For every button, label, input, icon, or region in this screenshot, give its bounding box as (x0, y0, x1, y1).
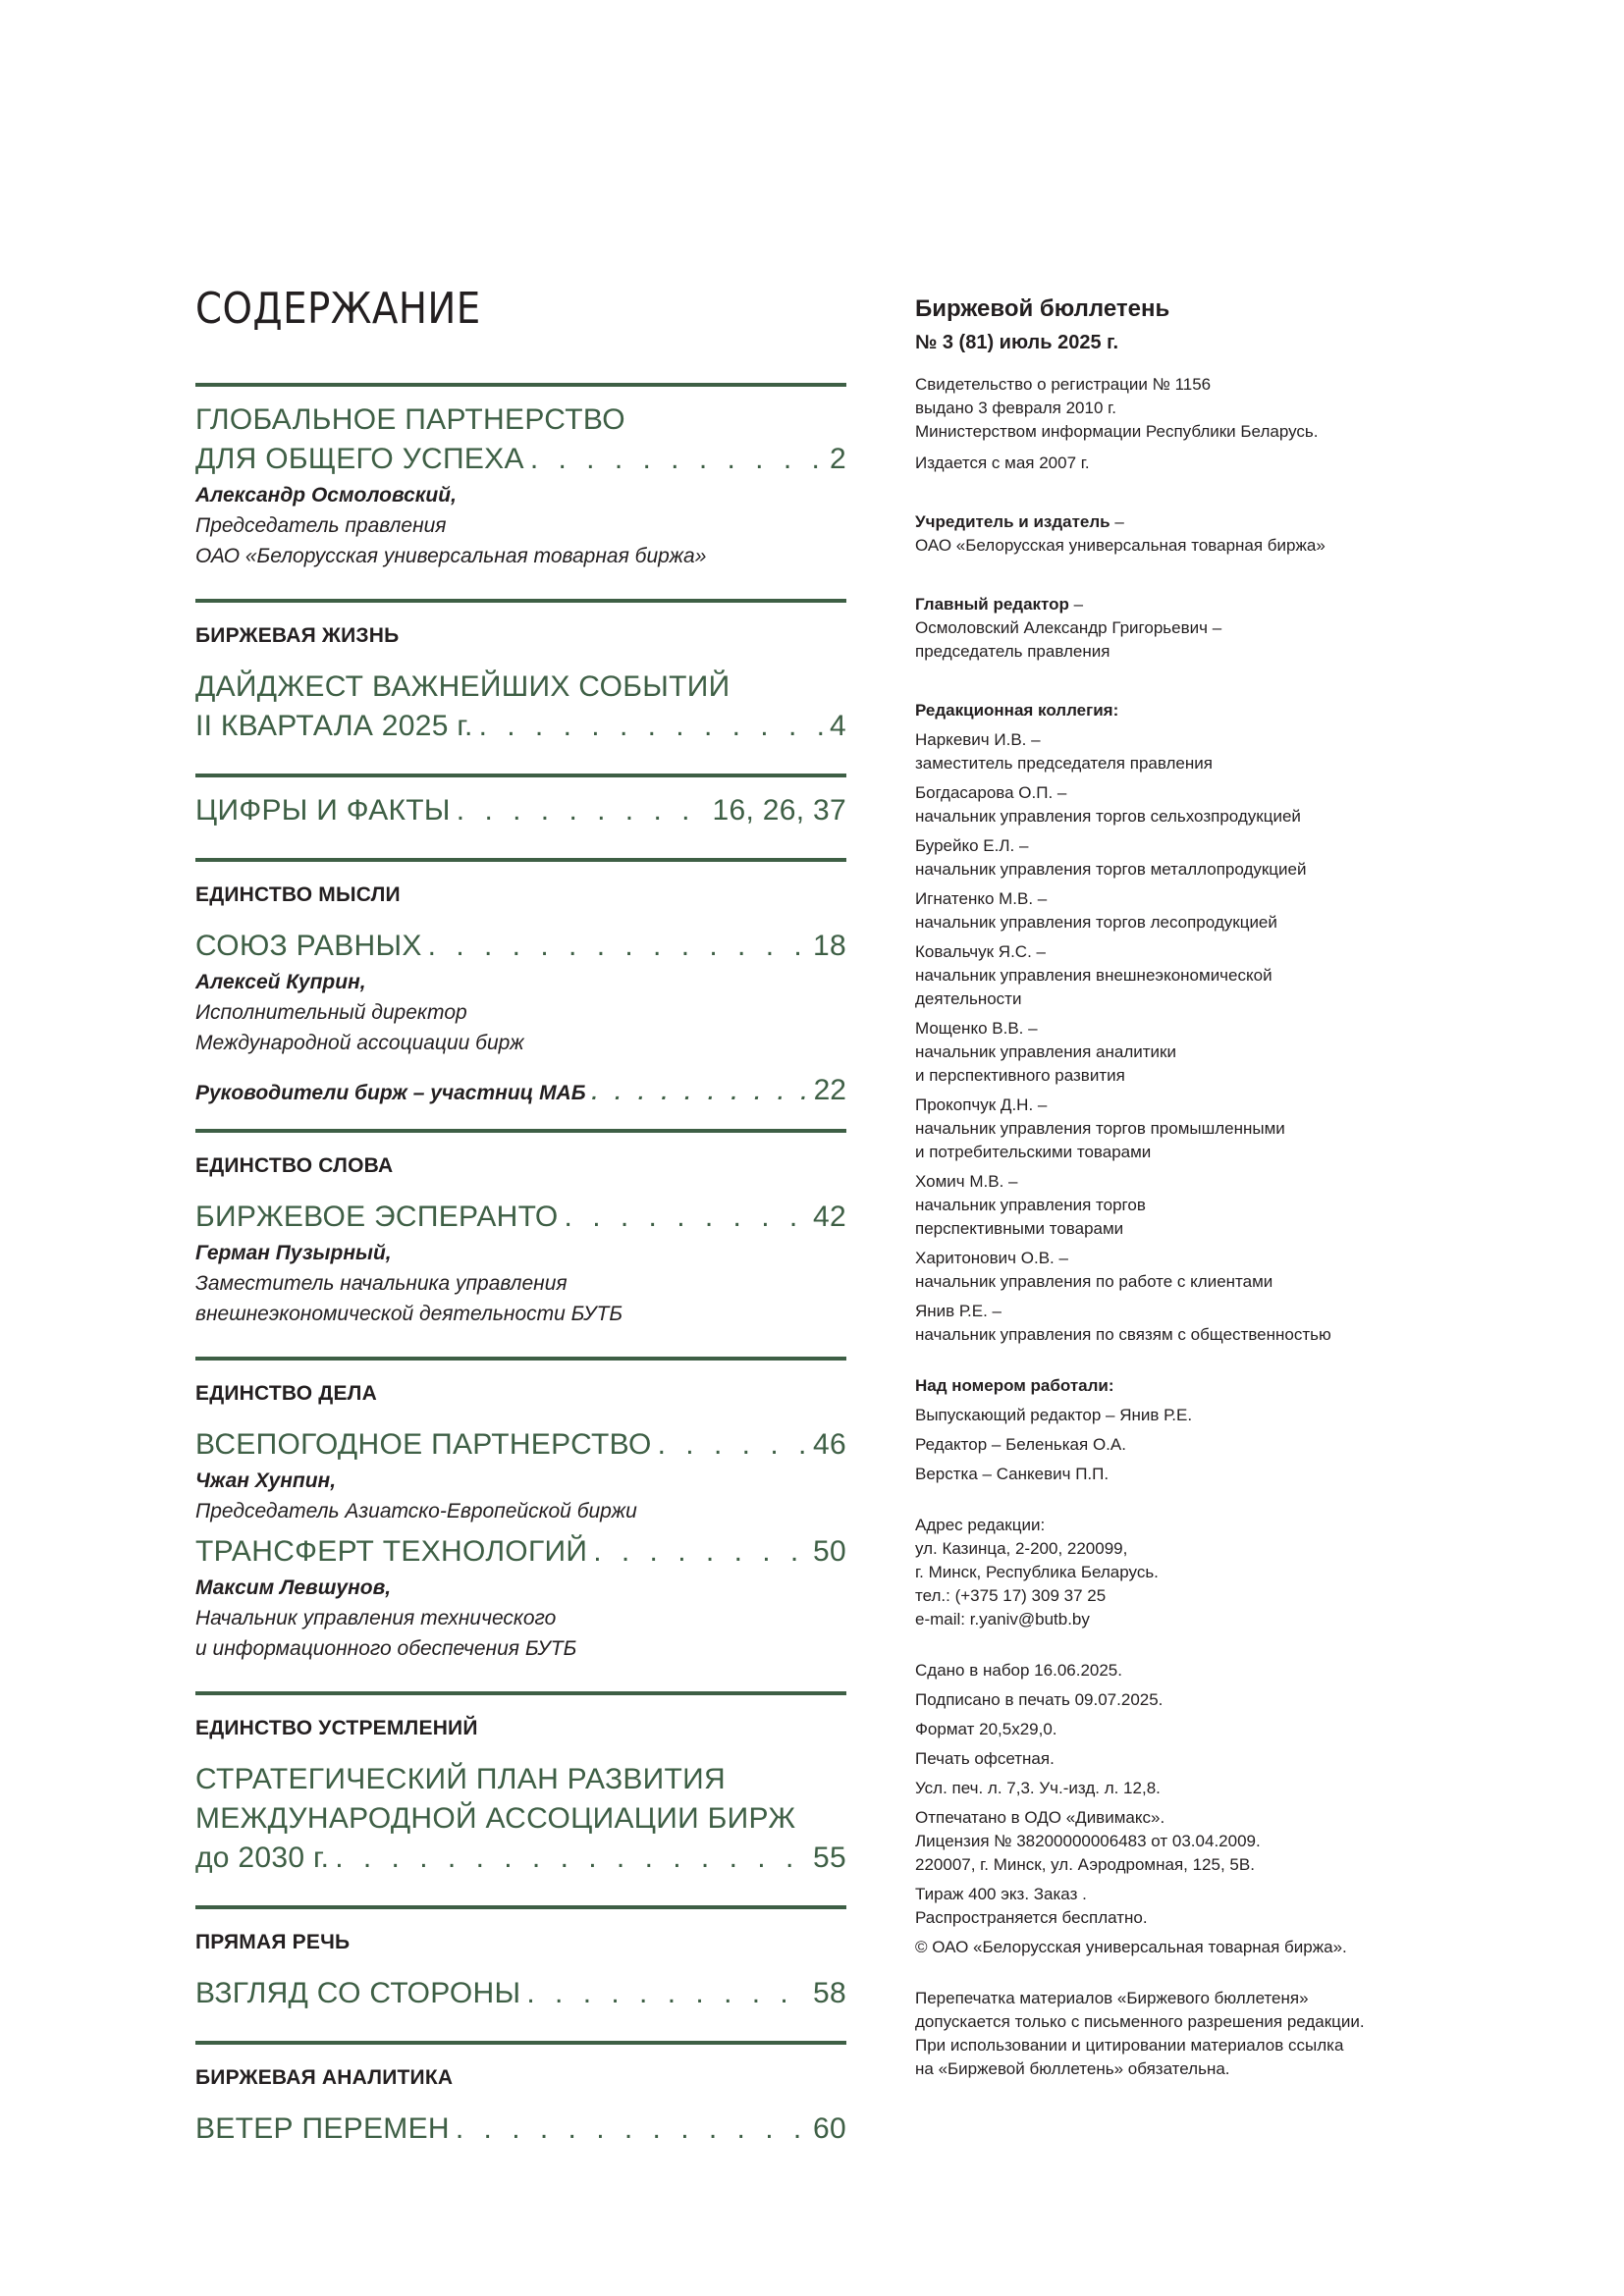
dot-leader (428, 927, 807, 966)
print-info-line: Печать офсетная. (915, 1749, 1055, 1768)
headline-line: до 2030 г. (195, 1842, 330, 1874)
toc-section (195, 603, 846, 774)
board-member-role: начальник управления аналитики (915, 1042, 1176, 1061)
author-name: Чжан Хунпин, (195, 1469, 337, 1492)
page-number[interactable]: 22 (813, 1074, 846, 1106)
author-name: Герман Пузырный, (195, 1242, 392, 1264)
author-position: Председатель правления (195, 514, 447, 537)
page-number[interactable]: 60 (813, 2112, 846, 2145)
headline-line: ВЗГЛЯД СО СТОРОНЫ (195, 1977, 521, 2009)
author-name: Александр Осмоловский, (195, 484, 457, 507)
reprint-line: на «Биржевой бюллетень» обязательна. (915, 2059, 1230, 2078)
toc-entry[interactable] (195, 1974, 846, 2013)
board-member-name: Мощенко В.В. – (915, 1019, 1038, 1038)
toc-entry[interactable] (195, 2109, 846, 2149)
toc-section (195, 387, 846, 599)
toc-section (195, 1361, 846, 1691)
page-number[interactable]: 55 (813, 1842, 846, 1874)
staff-member: Выпускающий редактор – Янив Р.Е. (915, 1406, 1193, 1424)
toc-section (195, 777, 846, 858)
board-member-role: начальник управления торгов сельхозпродукцией (915, 807, 1301, 826)
board-member-name: Янив Р.Е. – (915, 1302, 1002, 1320)
board-member-name: Хомич М.В. – (915, 1172, 1018, 1191)
headline-line: II КВАРТАЛА 2025 г. (195, 710, 473, 742)
board-member (915, 1247, 1445, 1294)
print-info-line: Формат 20,5x29,0. (915, 1720, 1057, 1738)
print-info-line: © ОАО «Белорусская универсальная товарная биржа». (915, 1938, 1347, 1956)
sub-entry-title: Руководители бирж – участниц МАБ (195, 1082, 586, 1104)
board-member-role: начальник управления по работе с клиентами (915, 1272, 1273, 1291)
dot-leader (593, 1532, 807, 1572)
chief-editor-dash: – (1068, 595, 1084, 614)
article-headline[interactable] (195, 667, 846, 746)
page-number[interactable]: 50 (813, 1535, 846, 1568)
print-info-item (915, 1659, 1445, 1682)
board-member-role: начальник управления торгов (915, 1196, 1146, 1214)
address-block (915, 1514, 1445, 1631)
page-number[interactable]: 58 (813, 1977, 846, 2009)
section-rubric: ЕДИНСТВО МЫСЛИ (195, 883, 401, 906)
board-member-role: и потребительскими товарами (915, 1143, 1152, 1161)
print-info-item (915, 1718, 1445, 1741)
print-info-line: 220007, г. Минск, ул. Аэродромная, 125, 5В. (915, 1855, 1255, 1874)
reprint-line: допускается только с письменного разрешения редакции. (915, 2012, 1365, 2031)
chief-editor-block (915, 593, 1445, 664)
board-member-name: Харитонович О.В. – (915, 1249, 1068, 1267)
issue-number: № 3 (81) июль 2025 г. (915, 332, 1119, 353)
registration-line: выдано 3 февраля 2010 г. (915, 399, 1116, 417)
reprint-line: При использовании и цитировании материалов ссылка (915, 2036, 1344, 2055)
registration-info (915, 373, 1445, 444)
dot-leader (526, 1974, 807, 2013)
board-member-name: Ковальчук Я.С. – (915, 942, 1046, 961)
print-info-item (915, 1936, 1445, 1959)
dot-leader (658, 1425, 807, 1465)
toc-entry[interactable] (195, 400, 846, 571)
section-rubric: БИРЖЕВАЯ ЖИЗНЬ (195, 624, 400, 647)
toc-section (195, 1695, 846, 1905)
toc-section (195, 1133, 846, 1357)
print-info-item (915, 1747, 1445, 1771)
article-headline[interactable] (195, 1425, 846, 1465)
author-position: и информационного обеспечения БУТБ (195, 1637, 577, 1660)
imprint (915, 294, 1445, 2081)
headline-line: ДЛЯ ОБЩЕГО УСПЕХА (195, 443, 524, 475)
author-position: Начальник управления технического (195, 1607, 557, 1629)
toc-entry[interactable] (195, 667, 846, 746)
author-position: Международной ассоциации бирж (195, 1032, 524, 1054)
toc-entry[interactable] (195, 791, 846, 830)
board-member-role: заместитель председателя правления (915, 754, 1213, 773)
toc-entry[interactable] (195, 1198, 846, 1329)
board-member (915, 940, 1445, 1011)
author-name: Алексей Куприн, (195, 971, 366, 993)
print-info-item (915, 1883, 1445, 1930)
headline-line: БИРЖЕВОЕ ЭСПЕРАНТО (195, 1201, 559, 1233)
dot-leader (530, 440, 824, 479)
board-member-name: Бурейко Е.Л. – (915, 836, 1029, 855)
published-since: Издается с мая 2007 г. (915, 454, 1090, 472)
article-headline[interactable] (195, 400, 846, 479)
section-rubric: БИРЖЕВАЯ АНАЛИТИКА (195, 2066, 454, 2089)
dot-leader (457, 791, 707, 830)
editorial-board-list (915, 728, 1445, 1347)
email-link[interactable]: e-mail: r.yaniv@butb.by (915, 1610, 1090, 1629)
article-headline[interactable] (195, 927, 846, 966)
dot-leader (479, 707, 824, 746)
staff-member: Редактор – Беленькая О.А. (915, 1435, 1126, 1454)
article-headline[interactable] (195, 1532, 846, 1572)
board-member-role: начальник управления по связям с общественностью (915, 1325, 1331, 1344)
board-member (915, 834, 1445, 881)
print-info-line: Отпечатано в ОДО «Дивимакс». (915, 1808, 1165, 1827)
author-position: Заместитель начальника управления (195, 1272, 568, 1295)
page-number[interactable]: 42 (813, 1201, 846, 1233)
section-rubric: ПРЯМАЯ РЕЧЬ (195, 1931, 351, 1953)
print-info-line: Сдано в набор 16.06.2025. (915, 1661, 1122, 1680)
print-info-line: Усл. печ. л. 7,3. Уч.-изд. л. 12,8. (915, 1779, 1161, 1797)
board-member-role: начальник управления торгов промышленными (915, 1119, 1285, 1138)
author-position: ОАО «Белорусская универсальная товарная биржа» (195, 545, 707, 567)
board-member-role: начальник управления торгов лесопродукцией (915, 913, 1277, 932)
section-rubric: ЕДИНСТВО УСТРЕМЛЕНИЙ (195, 1717, 478, 1739)
board-member-role: начальник управления торгов металлопродукцией (915, 860, 1307, 879)
chief-editor-position: председатель правления (915, 642, 1110, 661)
founder-block (915, 510, 1445, 558)
toc-sections (195, 383, 846, 2176)
founder-name: ОАО «Белорусская универсальная товарная биржа» (915, 536, 1326, 555)
headline-line: ВСЕПОГОДНОЕ ПАРТНЕРСТВО (195, 1428, 652, 1461)
headline-line: ВЕТЕР ПЕРЕМЕН (195, 2112, 450, 2145)
staff-block (915, 1374, 1445, 1486)
board-member-role: перспективными товарами (915, 1219, 1124, 1238)
author-position: внешнеэкономической деятельности БУТБ (195, 1303, 623, 1325)
toc-entry[interactable] (195, 1532, 846, 1664)
board-member-name: Наркевич И.В. – (915, 730, 1041, 749)
board-member-name: Богдасарова О.П. – (915, 783, 1067, 802)
board-member-name: Игнатенко М.В. – (915, 889, 1048, 908)
chief-editor-label: Главный редактор (915, 595, 1069, 614)
board-member-name: Прокопчук Д.Н. – (915, 1095, 1048, 1114)
headline-line: СОЮЗ РАВНЫХ (195, 930, 422, 962)
print-info (915, 1659, 1445, 1959)
article-headline[interactable] (195, 1198, 846, 1237)
print-info-line: Подписано в печать 09.07.2025. (915, 1690, 1164, 1709)
headline-line: МЕЖДУНАРОДНОЙ АССОЦИАЦИИ БИРЖ (195, 1802, 796, 1835)
print-info-line: Лицензия № 38200000006483 от 03.04.2009. (915, 1832, 1261, 1850)
print-info-item (915, 1777, 1445, 1800)
author-position: Председатель Азиатско-Европейской биржи (195, 1500, 637, 1522)
section-rubric: ЕДИНСТВО ДЕЛА (195, 1382, 377, 1405)
editorial-board-label: Редакционная коллегия: (915, 701, 1119, 720)
dot-leader (592, 1082, 808, 1105)
print-info-item (915, 1806, 1445, 1877)
board-member-role: начальник управления внешнеэкономической (915, 966, 1272, 985)
founder-label: Учредитель и издатель (915, 512, 1110, 531)
headline-line: ЦИФРЫ И ФАКТЫ (195, 794, 451, 827)
dot-leader (335, 1839, 807, 1878)
editorial-board (915, 699, 1445, 1347)
staff-label: Над номером работали: (915, 1376, 1114, 1395)
page-number[interactable]: 46 (813, 1428, 846, 1461)
address-line: Адрес редакции: (915, 1516, 1046, 1534)
headline-line: ГЛОБАЛЬНОЕ ПАРТНЕРСТВО (195, 403, 625, 436)
board-member (915, 781, 1445, 828)
section-rubric: ЕДИНСТВО СЛОВА (195, 1154, 394, 1177)
author-position: Исполнительный директор (195, 1001, 467, 1024)
headline-line: ДАЙДЖЕСТ ВАЖНЕЙШИХ СОБЫТИЙ (195, 670, 731, 703)
print-info-line: Распространяется бесплатно. (915, 1908, 1148, 1927)
founder-dash: – (1110, 512, 1124, 531)
magazine-title: Биржевой бюллетень (915, 295, 1170, 322)
toc-entry[interactable] (195, 1425, 846, 1526)
toc-section (195, 1909, 846, 2041)
page-number[interactable]: 16, 26, 37 (712, 794, 846, 827)
page-number[interactable]: 2 (830, 443, 846, 475)
table-of-contents (195, 285, 846, 2176)
toc-sub-entry[interactable] (195, 1074, 846, 1107)
registration-line: Свидетельство о регистрации № 1156 (915, 375, 1212, 394)
board-member (915, 1170, 1445, 1241)
reprint-notice (915, 1987, 1445, 2081)
print-info-item (915, 1688, 1445, 1712)
board-member (915, 1017, 1445, 1088)
dot-leader (456, 2109, 807, 2149)
article-headline[interactable] (195, 2109, 846, 2149)
page-number[interactable]: 4 (830, 710, 846, 742)
headline-line: ТРАНСФЕРТ ТЕХНОЛОГИЙ (195, 1535, 588, 1568)
toc-entry[interactable] (195, 927, 846, 1058)
article-headline[interactable] (195, 1974, 846, 2013)
reprint-line: Перепечатка материалов «Биржевого бюллетеня» (915, 1989, 1309, 2007)
print-info-line: Тираж 400 экз. Заказ . (915, 1885, 1087, 1903)
registration-line: Министерством информации Республики Беларусь. (915, 422, 1319, 441)
article-headline[interactable] (195, 791, 846, 830)
headline-line: СТРАТЕГИЧЕСКИЙ ПЛАН РАЗВИТИЯ (195, 1763, 726, 1795)
address-line: г. Минск, Республика Беларусь. (915, 1563, 1159, 1581)
author-name: Максим Левшунов, (195, 1576, 392, 1599)
toc-entry[interactable] (195, 1760, 846, 1878)
board-member (915, 1300, 1445, 1347)
page-number[interactable]: 18 (813, 930, 846, 962)
article-headline[interactable] (195, 1760, 846, 1878)
chief-editor-name: Осмоловский Александр Григорьевич – (915, 618, 1222, 637)
phone: тел.: (+375 17) 309 37 25 (915, 1586, 1107, 1605)
board-member (915, 1094, 1445, 1164)
toc-section (195, 2045, 846, 2176)
board-member-role: и перспективного развития (915, 1066, 1125, 1085)
toc-section (195, 862, 846, 1129)
board-member-role: деятельности (915, 989, 1022, 1008)
toc-title: СОДЕРЖАНИЕ (195, 284, 481, 334)
board-member (915, 887, 1445, 934)
board-member (915, 728, 1445, 775)
dot-leader (565, 1198, 807, 1237)
staff-member: Верстка – Санкевич П.П. (915, 1465, 1110, 1483)
address-line: ул. Казинца, 2-200, 220099, (915, 1539, 1128, 1558)
